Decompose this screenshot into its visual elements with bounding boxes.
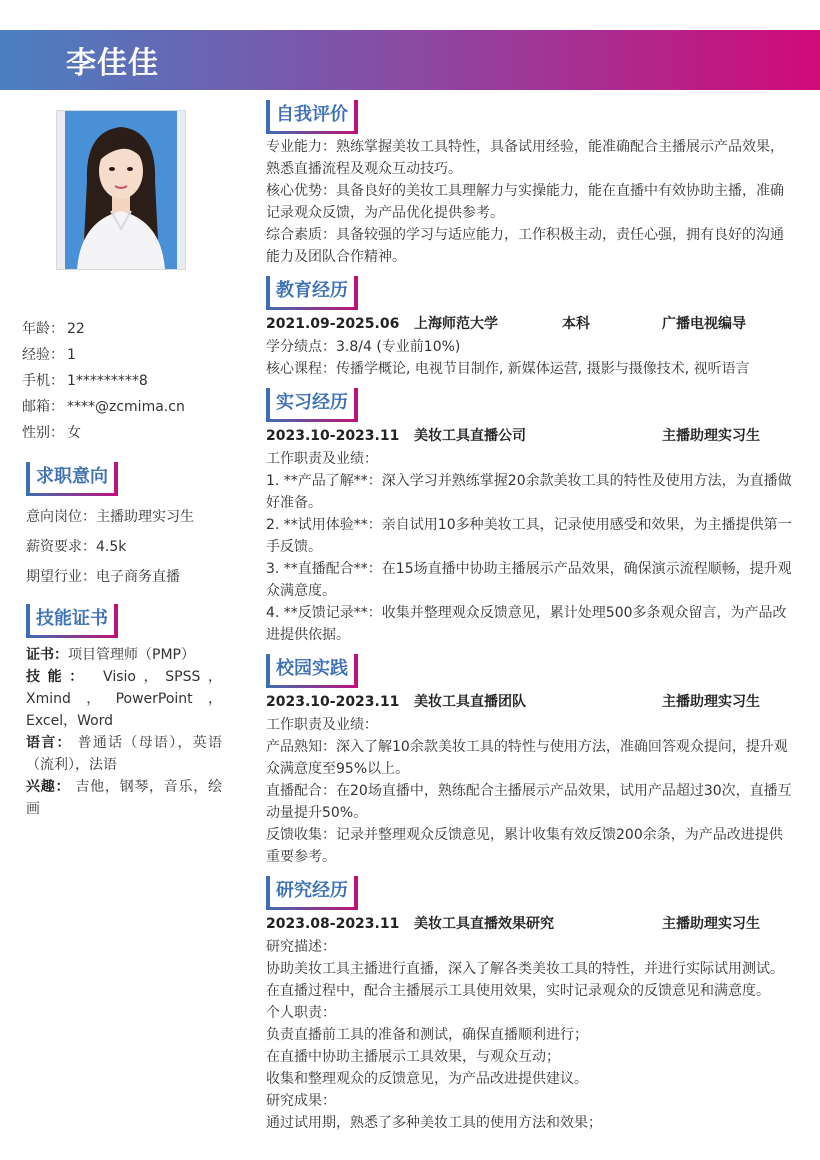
internship-summary-row	[266, 424, 796, 448]
campus-org: 美妆工具直播团队	[414, 694, 526, 710]
internship-org: 美妆工具直播公司	[414, 428, 526, 444]
internship-line: 2. **试用体验**：亲自试用10多种美妆工具，记录使用感受和效果，为主播提供第一手反馈。	[266, 517, 792, 555]
internship-line: 1. **产品了解**：深入学习并熟练掌握20余款美妆工具的特性及使用方法，为直播做好准备。	[266, 473, 792, 511]
internship-line: 3. **直播配合**：在15场直播中协助主播展示产品效果，确保演示流程顺畅，提升观众满意度。	[266, 561, 792, 599]
intent-salary: 薪资要求：4.5k	[26, 539, 127, 555]
internship-role: 主播助理实习生	[662, 428, 760, 444]
skill-interests: 兴趣： 吉他，钢琴，音乐，绘画	[26, 779, 222, 817]
skill-tools: 技能： Visio，SPSS，Xmind，PowerPoint，Excel，Word	[26, 669, 223, 729]
research-line: 研究描述：	[266, 939, 336, 955]
info-gender: 性别： 女	[22, 425, 81, 441]
research-line: 在直播过程中，配合主播展示工具使用效果，实时记录观众的反馈意见和满意度。	[266, 983, 770, 999]
campus-line: 直播配合：在20场直播中，熟练配合主播展示产品效果，试用产品超过30次，直播互动量提升50%。	[266, 783, 792, 821]
intent-industry: 期望行业：电子商务直播	[26, 569, 180, 585]
research-line: 负责直播前工具的准备和测试，确保直播顺利进行；	[266, 1027, 588, 1043]
campus-summary-row	[266, 690, 796, 714]
basic-info	[22, 316, 222, 446]
research-summary-row	[266, 912, 796, 936]
research-heading: 研究经历	[266, 876, 354, 908]
self-eval-paragraph: 专业能力：熟练掌握美妆工具特性，具备试用经验，能准确配合主播展示产品效果，熟悉直播流程及观众互动技巧。	[266, 139, 784, 177]
self-eval-heading: 自我评价	[266, 100, 354, 132]
research-line: 收集和整理观众的反馈意见，为产品改进提供建议。	[266, 1071, 588, 1087]
skills-heading: 技能证书	[26, 604, 114, 636]
research-line: 在直播中协助主播展示工具效果，与观众互动；	[266, 1049, 560, 1065]
education-major: 广播电视编导	[662, 316, 746, 332]
candidate-name: 李佳佳	[66, 46, 159, 81]
campus-role: 主播助理实习生	[662, 694, 760, 710]
research-org: 美妆工具直播效果研究	[414, 916, 554, 932]
education-summary-row	[266, 312, 796, 336]
info-experience: 经验： 1	[22, 347, 76, 363]
research-line: 个人职责：	[266, 1005, 336, 1021]
education-degree: 本科	[562, 316, 590, 332]
internship-line: 工作职责及业绩：	[266, 451, 378, 467]
left-column	[22, 316, 222, 820]
research-role: 主播助理实习生	[662, 916, 760, 932]
profile-photo	[56, 110, 186, 270]
self-eval-paragraph: 综合素质：具备较强的学习与适应能力，工作积极主动，责任心强，拥有良好的沟通能力及团队合作精神。	[266, 227, 784, 265]
intent-position: 意向岗位：主播助理实习生	[26, 509, 194, 525]
campus-section	[266, 654, 796, 868]
campus-period: 2023.10-2023.11	[266, 694, 400, 710]
portrait-image	[65, 111, 177, 269]
research-period: 2023.08-2023.11	[266, 916, 400, 932]
info-email: 邮箱： ****@zcmima.cn	[22, 399, 185, 415]
internship-period: 2023.10-2023.11	[266, 428, 400, 444]
campus-heading: 校园实践	[266, 654, 354, 686]
internship-heading: 实习经历	[266, 388, 354, 420]
education-period: 2021.09-2025.06	[266, 316, 400, 332]
education-school: 上海师范大学	[414, 316, 498, 332]
education-section	[266, 276, 796, 380]
research-line: 通过试用期，熟悉了多种美妆工具的使用方法和效果；	[266, 1115, 602, 1131]
skill-languages: 语言： 普通话（母语），英语（流利），法语	[26, 735, 223, 773]
self-eval-section	[266, 100, 796, 268]
internship-line: 4. **反馈记录**：收集并整理观众反馈意见，累计处理500多条观众留言，为产品改进提供依据。	[266, 605, 787, 643]
job-intent-heading: 求职意向	[26, 462, 114, 494]
campus-line: 工作职责及业绩：	[266, 717, 378, 733]
research-line: 研究成果：	[266, 1093, 336, 1109]
internship-section	[266, 388, 796, 646]
info-phone: 手机： 1*********8	[22, 373, 148, 389]
education-heading: 教育经历	[266, 276, 354, 308]
info-age: 年龄： 22	[22, 321, 85, 337]
education-line: 学分绩点：3.8/4 (专业前10%)	[266, 339, 461, 355]
skill-certificate: 证书：项目管理师（PMP）	[26, 647, 195, 663]
research-line: 协助美妆工具主播进行直播，深入了解各类美妆工具的特性，并进行实际试用测试。	[266, 961, 784, 977]
research-section	[266, 876, 796, 1134]
self-eval-paragraph: 核心优势：具备良好的美妆工具理解力与实操能力，能在直播中有效协助主播，准确记录观众反馈，为产品优化提供参考。	[266, 183, 784, 221]
campus-line: 产品熟知：深入了解10余款美妆工具的特性与使用方法，准确回答观众提问，提升观众满意度至95%以上。	[266, 739, 788, 777]
right-column	[266, 100, 796, 1142]
education-line: 核心课程：传播学概论, 电视节目制作, 新媒体运营, 摄影与摄像技术, 视听语言	[266, 361, 750, 377]
campus-line: 反馈收集：记录并整理观众反馈意见，累计收集有效反馈200余条，为产品改进提供重要参考。	[266, 827, 783, 865]
header-banner	[0, 30, 820, 90]
